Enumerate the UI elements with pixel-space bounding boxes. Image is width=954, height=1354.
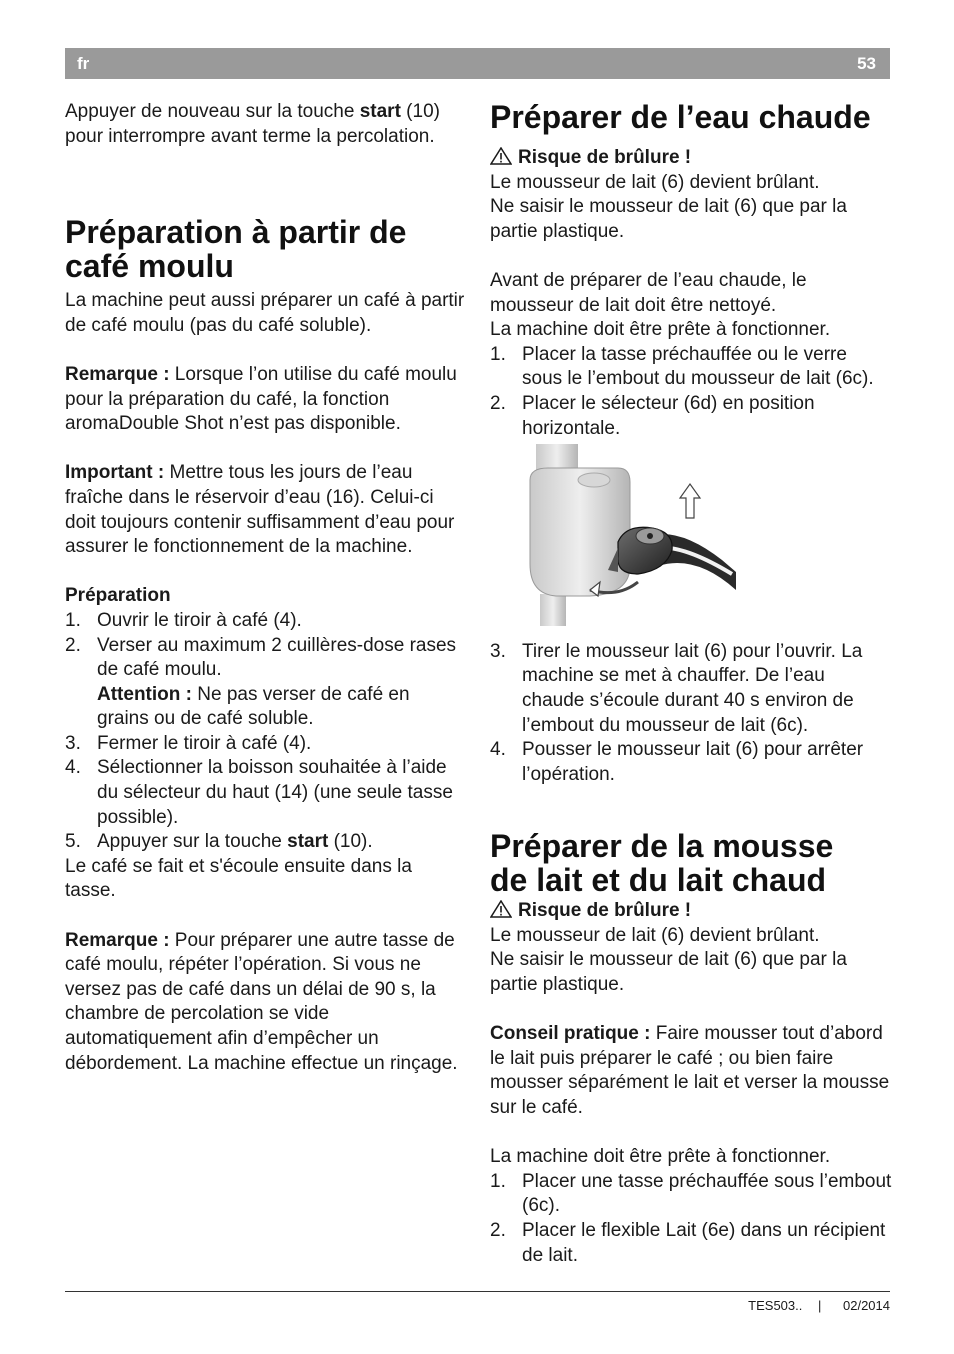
page-number: 53 <box>857 54 876 73</box>
burn-warning-1-line2: Ne saisir le mousseur de lait (6) que par la partie plastique. <box>490 196 847 242</box>
list-item: 3. Tirer le mousseur lait (6) pour l’ouvrir. La machine se met à chauffer. De l’eau chaude s’écoule durant 40 s environ de l’embout du mousseur de lait (6c). <box>490 640 863 736</box>
language-label: fr <box>77 54 90 73</box>
section-title-hot-water: Préparer de l’eau chaude <box>490 99 871 135</box>
list-item: 1. Placer une tasse préchauffée sous l’embout (6c). <box>490 1170 892 1217</box>
ground-coffee-paragraph: La machine peut aussi préparer un café à partir de café moulu (pas du café soluble). <box>65 290 465 336</box>
hot-water-steps-b <box>490 640 892 788</box>
list-item: 1. Ouvrir le tiroir à café (4). <box>65 609 302 631</box>
note-aroma: Remarque : Lorsque l’on utilise du café moulu pour la préparation du café, la fonction aromaDouble Shot n’est pas disponible. <box>65 363 457 435</box>
machine-ready-note: La machine doit être prête à fonctionner. <box>490 319 831 341</box>
list-item: 2. Verser au maximum 2 cuillères-dose rases de café moulu. Attention : Ne pas verser de café en grains ou de café soluble. <box>65 634 457 730</box>
section-title-milk-foam: Préparer de la mousse de lait et du lait chaud <box>490 828 834 899</box>
list-item: 4. Sélectionner la boisson souhaitée à l’aide du sélecteur du haut (14) (une seule tasse possible). <box>65 757 453 828</box>
hot-water-steps-a <box>490 343 892 441</box>
footer-separator: | <box>817 1298 822 1313</box>
list-item: 3. Fermer le tiroir à café (4). <box>65 732 312 754</box>
burn-warning-2-line2: Ne saisir le mousseur de lait (6) que par la partie plastique. <box>490 949 847 996</box>
preparation-heading: Préparation <box>65 585 171 607</box>
edition-date: 02/2014 <box>843 1298 890 1313</box>
list-item: 1. Placer la tasse préchauffée ou le verre sous le l’embout du mousseur de lait (6c). <box>490 343 874 390</box>
start-key-label: start <box>359 101 401 122</box>
page-header-bar <box>65 48 890 79</box>
right-column <box>490 100 892 1268</box>
model-number: TES503.. <box>748 1298 803 1313</box>
section-title-ground-coffee: Préparation à partir de café moulu <box>65 214 407 285</box>
list-item: 2. Placer le sélecteur (6d) en position horizontale. <box>490 392 815 439</box>
footer-divider <box>65 1291 890 1292</box>
intro-paragraph: Appuyer de nouveau sur la touche start (10) pour interrompre avant terme la percolation. <box>65 101 440 147</box>
page-footer <box>742 1298 890 1313</box>
list-item: 4. Pousser le mousseur lait (6) pour arrêter l’opération. <box>490 739 864 785</box>
burn-warning-2-line1: Le mousseur de lait (6) devient brûlant. <box>490 924 820 946</box>
preparation-steps <box>65 609 465 855</box>
machine-ready-note-2: La machine doit être prête à fonctionner. <box>490 1146 831 1168</box>
burn-warning-2: Risque de brûlure ! <box>490 899 892 924</box>
hot-water-cleaning-note: Avant de préparer de l’eau chaude, le mousseur de lait doit être nettoyé. <box>490 269 807 316</box>
warning-icon <box>490 900 512 918</box>
after-steps-text: Le café se fait et s'écoule ensuite dans la tasse. <box>65 855 412 902</box>
note-repeat: Remarque : Pour préparer une autre tasse de café moulu, répéter l’opération. Si vous ne versez pas de café dans un délai de 90 s, la chambre de percolation se vide automatiquement afin d’empêcher un débordement. La machine effectue un rinçage. <box>65 929 458 1074</box>
list-item: 5. Appuyer sur la touche start (10). <box>65 831 373 853</box>
list-item: 2. Placer le flexible Lait (6e) dans un récipient de lait. <box>490 1220 886 1266</box>
important-note: Important : Mettre tous les jours de l’eau fraîche dans le réservoir d’eau (16). Celui-ci doit toujours contenir suffisamment d’eau pour assurer le fonctionnement de la machine. <box>65 462 455 558</box>
practical-tip: Conseil pratique : Faire mousser tout d’abord le lait puis préparer le café ; ou bien faire mousser séparément le lait et verser la mousse sur le café. <box>490 1023 890 1119</box>
milk-foam-steps <box>490 1170 892 1268</box>
left-column <box>65 100 465 1076</box>
burn-warning-1-line1: Le mousseur de lait (6) devient brûlant. <box>490 171 820 193</box>
burn-warning-1: Risque de brûlure ! <box>490 146 892 171</box>
milk-frother-illustration <box>526 444 736 626</box>
warning-icon <box>490 147 512 165</box>
